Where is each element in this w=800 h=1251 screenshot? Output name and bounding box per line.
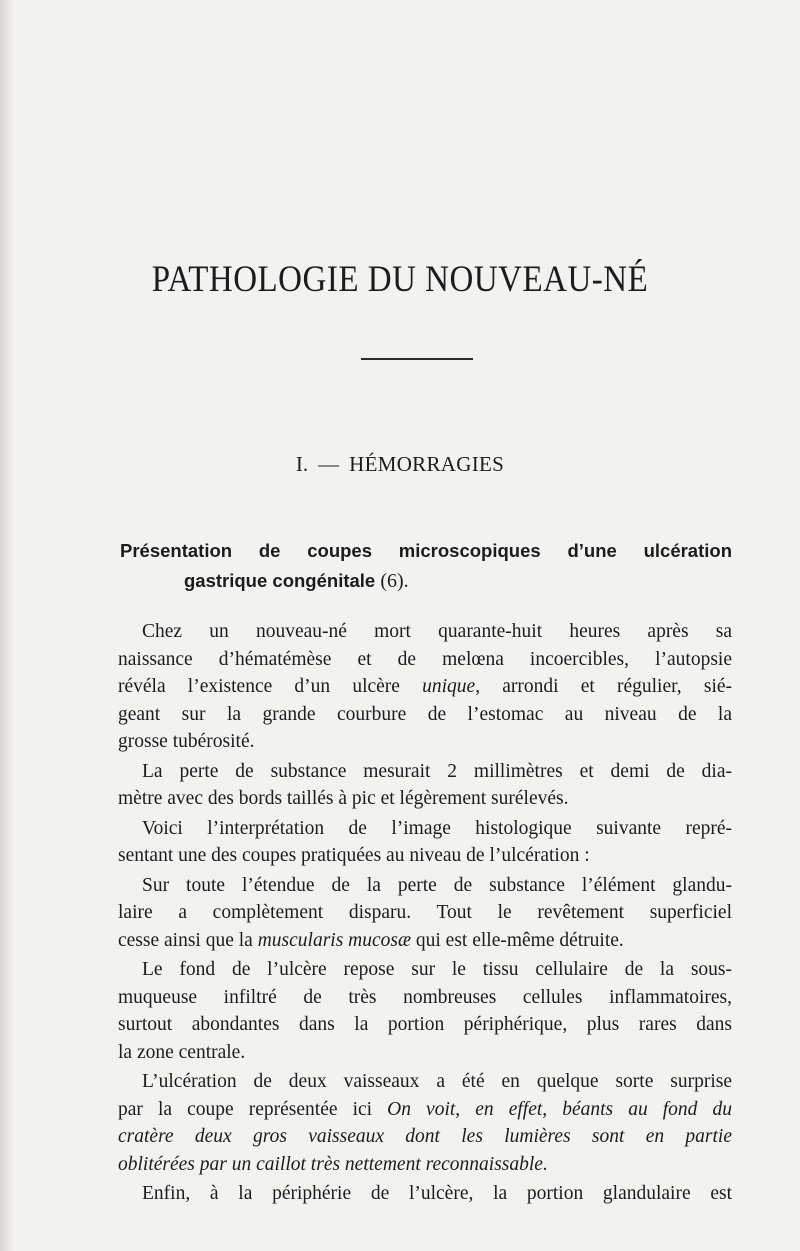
text-line: Sur toute l’étendue de la perte de substance l’élément glandu- [142, 874, 732, 896]
text-line: grosse tubérosité. [118, 731, 255, 752]
text-line: Chez un nouveau-né mort quarante-huit heures après sa [142, 621, 732, 642]
title-rule-divider [361, 358, 473, 360]
text-line: mètre avec des bords taillés à pic et légèrement surélevés. [118, 788, 569, 809]
text-line: La perte de substance mesurait 2 millimètres et demi de dia- [142, 760, 732, 782]
text-line: muqueuse infiltré de très nombreuses cellules inflammatoires, [118, 986, 732, 1008]
paragraph [118, 956, 732, 1066]
text-line: par la coupe représentée ici On voit, en effet, béants au fond du [118, 1098, 732, 1120]
text-line: la zone centrale. [118, 1041, 246, 1063]
text-line [118, 1151, 732, 1179]
text-line: laire a complètement disparu. Tout le revêtement superficiel [118, 902, 732, 923]
section-number: I. [295, 452, 309, 476]
text-line: Le fond de l’ulcère repose sur le tissu cellulaire de la sous- [142, 959, 732, 980]
paragraph [118, 618, 732, 756]
italic-emphasis: On voit, en effet, béants au fond du [387, 1098, 732, 1120]
section-title: HÉMORRAGIES [349, 452, 505, 476]
italic-emphasis: muscularis mucosæ [257, 929, 411, 951]
text-line: cesse ainsi que la muscularis mucosæ qui est elle-même détruite. [118, 929, 624, 951]
subsection-title-line1: Présentation de coupes microscopiques d’une ulcération [120, 540, 732, 561]
text-line: naissance d’hématémèse et de melœna incoercibles, l’autopsie [118, 648, 732, 670]
subsection-title-line2-text: gastrique congénitale [184, 570, 376, 591]
text-line: Voici l’interprétation de l’image histologique suivante repré- [142, 817, 732, 839]
section-heading [0, 452, 800, 477]
paragraph [118, 1180, 732, 1208]
page-title: PATHOLOGIE DU NOUVEAU-NÉ [151, 259, 649, 301]
text-line: révéla l’existence d’un ulcère unique, arrondi et régulier, sié- [118, 676, 733, 697]
text-line: sentant une des coupes pratiquées au niveau de l’ulcération : [118, 845, 590, 866]
italic-emphasis: cratère deux gros vaisseaux dont les lumières sont en partie [118, 1126, 732, 1147]
italic-emphasis: unique [422, 676, 476, 697]
paragraph [118, 872, 732, 955]
section-separator: — [318, 452, 340, 476]
subsection-heading [120, 536, 732, 596]
paragraph [118, 758, 732, 813]
text-line [118, 1123, 732, 1151]
text-line: surtout abondantes dans la portion périphérique, plus rares dans [118, 1014, 732, 1035]
page-edge-shadow [0, 0, 14, 1251]
italic-emphasis: oblitérées par un caillot très nettement reconnaissable. [118, 1153, 548, 1175]
paragraph [118, 815, 732, 870]
subsection-reference: (6). [380, 570, 409, 592]
text-line: Enfin, à la périphérie de l’ulcère, la portion glandulaire est [142, 1183, 732, 1204]
body-text [118, 618, 732, 1208]
paragraph [118, 1068, 732, 1178]
text-line: L’ulcération de deux vaisseaux a été en quelque sorte surprise [142, 1071, 732, 1092]
text-line: geant sur la grande courbure de l’estomac au niveau de la [118, 703, 732, 725]
subsection-title-line2 [120, 566, 732, 596]
